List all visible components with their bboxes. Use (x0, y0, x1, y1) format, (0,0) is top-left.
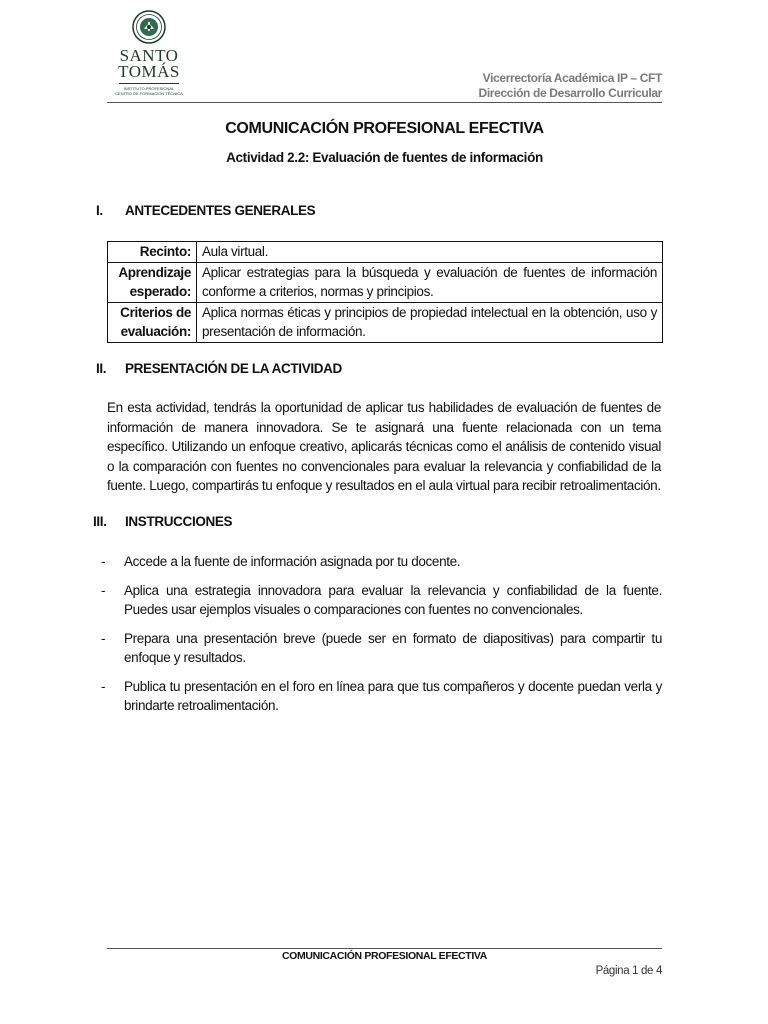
header-org-line2: Dirección de Desarrollo Curricular (478, 86, 662, 100)
section-title: ANTECEDENTES GENERALES (125, 203, 316, 218)
section-number: I. (96, 203, 103, 218)
list-item (101, 629, 662, 668)
page-number: Página 1 de 4 (595, 965, 662, 977)
table-row (108, 302, 663, 342)
section-heading-2 (96, 361, 342, 376)
document-title: COMUNICACIÓN PROFESIONAL EFECTIVA (225, 120, 544, 137)
list-item-text: Prepara una presentación breve (puede ser en formato de diapositivas) para compartir tu enfoque y resultados. (124, 630, 662, 665)
section-title: PRESENTACIÓN DE LA ACTIVIDAD (125, 361, 342, 376)
list-dash: - (101, 554, 106, 569)
list-item-text: Aplica una estrategia innovadora para evaluar la relevancia y confiabilidad de la fuente. Puedes usar ejemplos visuales o comparaciones con fuentes no convencionales. (124, 582, 662, 617)
section-number: III. (93, 514, 107, 529)
footer-divider (107, 948, 662, 949)
list-item (101, 677, 662, 716)
list-dash: - (101, 678, 106, 694)
seal-emblem-icon (132, 10, 166, 44)
section-heading-3 (93, 514, 232, 529)
table-label: Recinto: (108, 242, 197, 263)
table-label: Criterios de evaluación: (108, 302, 197, 342)
list-item-text: Accede a la fuente de información asignada por tu docente. (124, 554, 461, 569)
logo-name-line2: TOMÁS (118, 62, 180, 81)
logo-name-line1: SANTO (119, 46, 179, 65)
page-header (107, 10, 662, 103)
logo-divider (119, 83, 179, 84)
header-organization (479, 71, 663, 101)
list-dash: - (101, 582, 106, 598)
list-item (101, 581, 662, 620)
table-row (108, 262, 663, 302)
table-value: Aula virtual. (197, 242, 663, 263)
logo-subtitle-line2: CENTRO DE FORMACIÓN TÉCNICA (115, 91, 183, 96)
general-info-table (107, 241, 663, 343)
activity-description: En esta actividad, tendrás la oportunidad de aplicar tus habilidades de evaluación de fuentes de información de manera innovadora. Se te asignará una fuente relacionada con un tema específico. Utilizando un enfoque creativo, aplicarás técnicas como el análisis de contenido visual o la comparación con fuentes no convencionales para evaluar la relevancia y confiabilidad de la fuente. Luego, compartirás tu enfoque y resultados en el aula virtual para recibir retroalimentación. (107, 400, 661, 493)
table-value: Aplicar estrategias para la búsqueda y evaluación de fuentes de información conforme a criterios, normas y principios. (197, 262, 663, 302)
list-item (101, 552, 662, 572)
santo-tomas-logo (113, 10, 185, 98)
table-label: Aprendizaje esperado: (108, 262, 197, 302)
list-item-text: Publica tu presentación en el foro en línea para que tus compañeros y docente puedan verla y brindarte retroalimentación. (124, 678, 662, 713)
section-title: INSTRUCCIONES (125, 514, 233, 529)
table-row (108, 242, 663, 263)
section-number: II. (96, 361, 107, 376)
list-dash: - (101, 630, 106, 646)
activity-subtitle: Actividad 2.2: Evaluación de fuentes de información (226, 150, 543, 165)
instructions-list (101, 552, 662, 725)
logo-subtitle-line1: INSTITUTO PROFESIONAL (123, 86, 175, 91)
table-value: Aplica normas éticas y principios de propiedad intelectual en la obtención, uso y presentación de información. (197, 302, 663, 342)
header-org-line1: Vicerrectoría Académica IP – CFT (482, 71, 662, 85)
section-heading-1 (96, 203, 315, 218)
footer-title: COMUNICACIÓN PROFESIONAL EFECTIVA (281, 950, 488, 962)
